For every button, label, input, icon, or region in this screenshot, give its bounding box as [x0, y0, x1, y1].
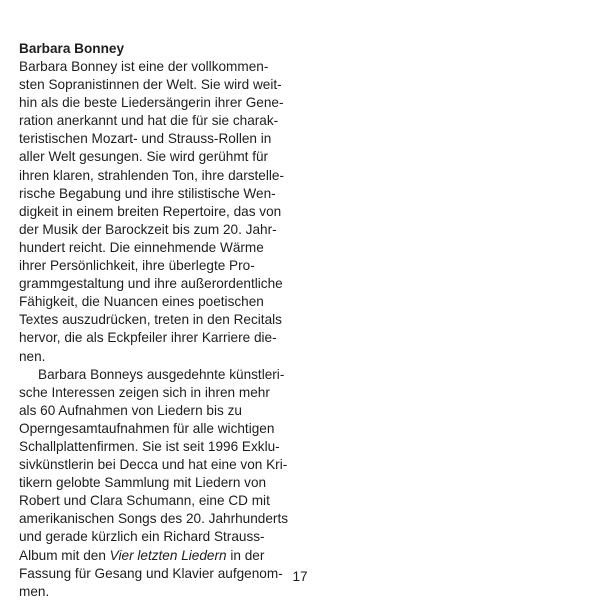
text-line: Textes auszudrücken, treten in den Recitals	[19, 312, 282, 328]
text-line: tikern gelobte Sammlung mit Liedern von	[19, 475, 267, 491]
text-line: Fassung für Gesang und Klavier aufgenom-	[19, 565, 283, 581]
text-line: ration anerkannt und hat die für sie charak-	[19, 113, 279, 129]
text-line-album	[19, 547, 319, 565]
text-line: grammgestaltung und ihre außerordentliche	[19, 276, 283, 292]
text-line: ihren klaren, strahlenden Ton, ihre darstelle-	[19, 167, 284, 183]
artist-heading: Barbara Bonney	[19, 41, 125, 56]
text-line: amerikanischen Songs des 20. Jahrhunderts	[19, 511, 289, 527]
text-fragment: in der	[226, 547, 265, 563]
text-line: Operngesamtaufnahmen für alle wichtigen	[19, 420, 275, 436]
text-line: Barbara Bonney ist eine der vollkommen-	[19, 59, 269, 74]
text-line: als 60 Aufnahmen von Liedern bis zu	[19, 402, 242, 418]
text-line: Fähigkeit, die Nuancen eines poetischen	[19, 294, 264, 310]
text-line: digkeit in einem breiten Repertoire, das von	[19, 203, 282, 219]
text-line: sche Interessen zeigen sich in ihren mehr	[19, 384, 270, 400]
text-line: und gerade kürzlich ein Richard Strauss-	[19, 529, 265, 545]
text-line: Barbara Bonneys ausgedehnte künstleri-	[38, 366, 285, 382]
text-line: der Musik der Barockzeit bis zum 20. Jahr-	[19, 221, 277, 237]
text-line: hin als die beste Liedersängerin ihrer Gene-	[19, 95, 284, 111]
text-line: men.	[19, 583, 50, 599]
text-line: hundert reicht. Die einnehmende Wärme	[19, 239, 264, 255]
biography-text	[19, 58, 319, 601]
text-line: hervor, die als Eckpfeiler ihrer Karriere die-	[19, 330, 277, 346]
text-line: ihrer Persönlichkeit, ihre überlegte Pro-	[19, 258, 255, 274]
text-line: rische Begabung und ihre stilistische Wen-	[19, 185, 276, 201]
text-line: sivkünstlerin bei Decca und hat eine von Kri-	[19, 457, 288, 473]
text-line: nen.	[19, 348, 46, 364]
page-number: 17	[292, 569, 308, 584]
text-fragment: Album mit den	[19, 547, 110, 563]
text-line: aller Welt gesungen. Sie wird gerühmt für	[19, 149, 269, 165]
text-line: teristischen Mozart- und Strauss-Rollen in	[19, 131, 272, 147]
text-line: Robert und Clara Schumann, eine CD mit	[19, 493, 270, 509]
album-title: Vier letzten Liedern	[109, 547, 227, 563]
text-line: sten Sopranistinnen der Welt. Sie wird weit-	[19, 77, 282, 93]
text-line: Schallplattenfirmen. Sie ist seit 1996 Exklu-	[19, 438, 280, 454]
